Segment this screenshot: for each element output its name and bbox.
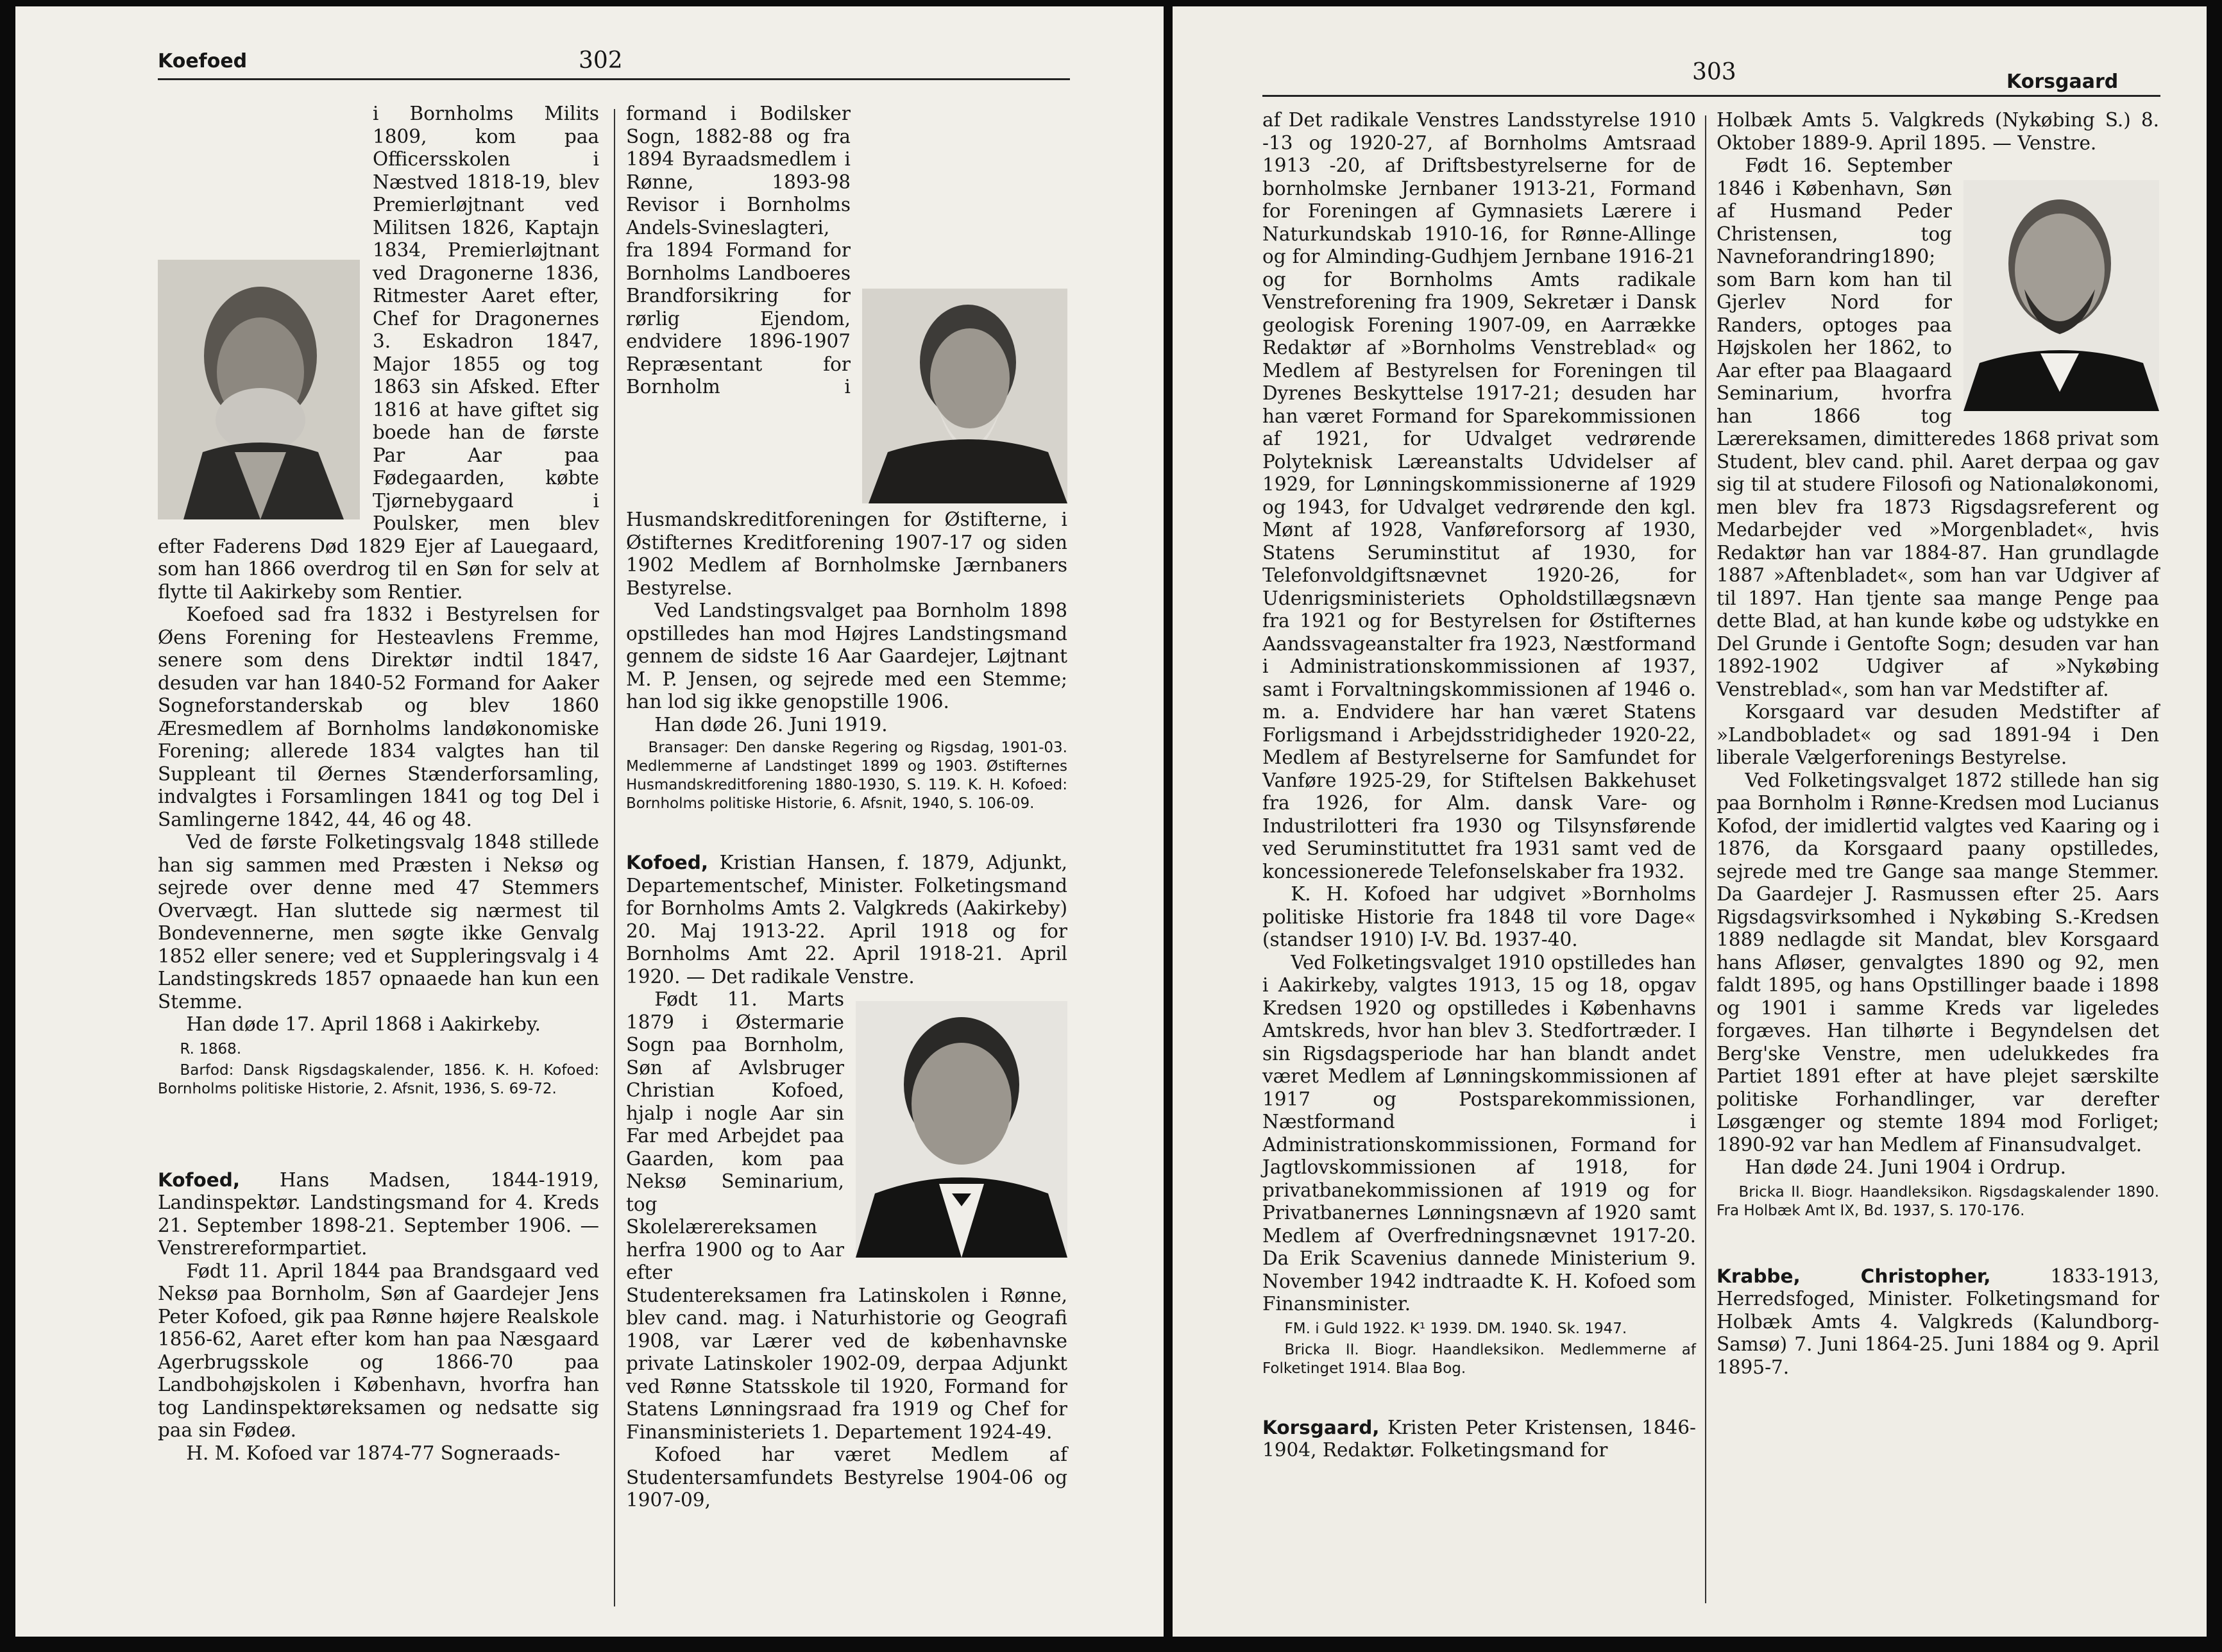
paragraph: af Det radikale Venstres Landsstyrelse 1910 -13 og 1920-27, af Bornholms Amtsraad 1913 -20, af Driftsbestyrelserne for de bornholmske Jernbaner 1913-21, Formand for Foreningen af Gymnasiets Lærere i Naturkundskab 1910-16, for Rønne-Allinge og for Alminding-Gudhjem Jernbane 1916-21 og for Bornholms Amts radikale Venstreforening fra 1909, Sekretær i Dansk geologisk Forening 1907-09, en Aarrække Redaktør af »Bornholms Venstreblad« og Medlem af Bestyrelsen for Foreningen til Dyrenes Beskyttelse 1917-21; desuden har han været Formand for Sparekommissionen af 1921, for Udvalget vedrørende Polyteknisk Læreanstalts Udvidelser af 1929, for Lønningskommissionerne af 1929 og 1943, for Udvalget vedrørende den kgl. Mønt af 1928, Vanføreforsorg af 1930, Statens Seruminstitut af 1930, for Telefonvoldgiftsnævnet 1920-26, for Udenrigsministeriets Opholdstillægsnævn fra 1921 og for Bestyrelsen for Østifternes Aandssvageanstalter fra 1923, Næstformand i Administrationskommissionen af 1937, samt i Forvaltningskommissionen af 1946 o. m. a. Endvidere har han været Statens Forligsmand i Arbejdsstridigheder 1920-22, Medlem af Bestyrelserne for Samfundet for Vanføre 1925-29, for Stiftelsen Bakkehuset fra 1926, for Alm. dansk Vare- og Industrilotteri fra 1930 og Tilsynsførende ved Seruminstituttet fra 1931 samt ved de koncessionerede Telefonselskaber fra 1932. — [1262, 109, 1696, 882]
death-note: Han døde 17. April 1868 i Aakirkeby. — [186, 1013, 541, 1035]
paragraph: Korsgaard var desuden Medstifter af »Landbobladet« og sad 1891-94 i Den liberale Vælgerforenings Bestyrelse. — [1717, 701, 2159, 768]
paragraph — [158, 103, 599, 603]
entry-name: Krabbe, Christopher, — [1717, 1265, 1991, 1287]
paragraph: Ved de første Folketingsvalg 1848 stillede han sig sammen med Præsten i Neksø og sejrede over denne med 47 Stemmers Overvægt. Han sluttede sig nærmest til Bondevennerne, men søgte ikke Genvalg 1852 eller senere; ved et Suppleringsvalg i 4 Landstingskreds 1857 opnaaede han kun een Stemme. — [158, 831, 599, 1013]
paragraph: H. M. Kofoed var 1874-77 Sogneraads- — [186, 1442, 561, 1464]
entry-head-text: Kristen Peter Kristensen, 1846-1904, Redaktør. Folketingsmand for — [1262, 1416, 1696, 1461]
left-page-column-2 — [626, 103, 1067, 1512]
portrait-photo-korsgaard — [1963, 180, 2159, 411]
portrait-photo-kristian-hansen-kofoed — [856, 1001, 1067, 1258]
entry-heading-korsgaard — [1262, 1417, 1696, 1462]
bibliography-note: Barfod: Dansk Rigsdagskalender, 1856. K. H. Kofoed: Bornholms politiske Historie, 2. Afsnit, 1936, S. 69-72. — [158, 1061, 599, 1097]
paragraph: Ved Folketingsvalget 1910 opstilledes han i Aakirkeby, valgtes 1913, 15 og 18, opgav Kredsen 1920 og opstilledes i Københavns Amtskreds, hvor han blev 3. Stedfortræder. I sin Rigsdagsperiode har han blandt andet været Medlem af Lønningskommissionen af 1917 og Postsparekommissionen, Næstformand i Administrationskommissionen, Formand for Jagtlovskommissionen af 1918, for privatbanekommissionen af 1919 og for Privatbanernes Lønningsnævn af 1920 samt Medlem af Overfredningsnævnet 1917-20. Da Erik Scavenius dannede Ministerium 9. November 1942 indtraadte K. H. Kofoed som Finansminister. — [1262, 951, 1696, 1315]
page-number-left: 302 — [579, 47, 623, 74]
bibliography-note: Bricka II. Biogr. Haandleksikon. Rigsdagskalender 1890. Fra Holbæk Amt IX, Bd. 1937, S. 170-176. — [1717, 1183, 2159, 1219]
paragraph: Ved Landstingsvalget paa Bornholm 1898 opstilledes han mod Højres Landstingsmand gennem de sidste 16 Aar Gaardejer, Løjtnant M. P. Jensen, og sejrede med een Stemme; han lod sig ikke genopstille 1906. — [626, 600, 1067, 712]
paragraph: Koefoed sad fra 1832 i Bestyrelsen for Øens Forening for Hesteavlens Fremme, senere som dens Direktør indtil 1847, desuden var han 1840-52 Formand for Aaker Sogneforstanderskab og blev 1860 Æresmedlem af Bornholms landøkonomiske Forening; allerede 1834 valgtes han til Suppleant til Øernes Stænderforsamling, indvalgtes i Forsamlingen 1841 og tog Del i Samlingerne 1842, 44, 46 og 48. — [158, 603, 599, 830]
entry-name: Korsgaard, — [1262, 1416, 1380, 1438]
column-divider-right — [1705, 115, 1706, 1603]
running-header-left: Koefoed — [158, 50, 248, 72]
bibliography-note: Bricka II. Biogr. Haandleksikon. Medlemmerne af Folketinget 1914. Blaa Bog. — [1262, 1341, 1696, 1377]
bibliography-note: Bransager: Den danske Regering og Rigsdag, 1901-03. Medlemmerne af Landstinget 1899 og 1903. Østifternes Husmandskreditforening 1880-1930, S. 119. K. H. Kofoed: Bornholms politiske Historie, 6. Afsnit, 1940, S. 106-09. — [626, 739, 1067, 812]
left-page-column-1 — [158, 103, 599, 1465]
entry-4-text: Født 16. September 1846 i København, Søn af Husmand Peder Christensen, tog Navneforandring1890; som Barn kom han til Gjerlev Nord for Randers, optoges paa Højskolen her 1862, to Aar efter paa Blaagaard Seminarium, hvorfra han 1866 tog Lærereksamen, dimitteredes 1868 privat som Student, blev cand. phil. Aaret derpaa og gav sig til at studere Filosofi og Nationaløkonomi, men blev fra 1873 Rigsdagsreferent og Medarbejder ved »Morgenbladet«, hvis Redaktør han var 1884-87. Han grundlagde 1887 »Aftenbladet«, som han var Udgiver af til 1897. Han tjente saa mange Penge paa dette Blad, at han kunde købe og udstykke en Del Grunde i Gentofte Sogn; desuden var han 1892-1902 Udgiver af »Nykøbing Venstreblad«, som han var Medstifter af. — [1717, 155, 2159, 700]
running-header-right: Korsgaard — [2006, 71, 2119, 93]
right-page — [1173, 6, 2207, 1637]
death-note: Han døde 24. Juni 1904 i Ordrup. — [1745, 1156, 2067, 1178]
header-rule-right — [1262, 95, 2160, 97]
entry-head-text: Kristian Hansen, f. 1879, Adjunkt, Departementschef, Minister. Folketingsmand for Bornholms Amts 2. Valgkreds (Aakirkeby) 20. Maj 1913-22. April 1918 og for Bornholms Amt 22. April 1918-21. April 1920. — Det radikale Venstre. — [626, 852, 1067, 988]
entry-2-text: formand i Bodilsker Sogn, 1882-88 og fra 1894 Byraadsmedlem i Rønne, 1893-98 Revisor i Bornholms Andels-Svineslagteri, fra 1894 Formand for Bornholms Landboeres Brandforsikring for rørlig Ejendom, endvidere 1896-1907 Repræsentant for Bornholm i Husmandskreditforeningen for Østifterne, i Østifternes Kreditforening 1907-17 og siden 1902 Medlem af Bornholmske Jærnbaners Bestyrelse. — [626, 103, 1067, 599]
paragraph: Holbæk Amts 5. Valgkreds (Nykøbing S.) 8. Oktober 1889-9. April 1895. — Venstre. — [1717, 109, 2159, 154]
decorations-note: R. 1868. — [180, 1040, 242, 1058]
paragraph — [626, 103, 1067, 600]
paragraph: Kofoed har været Medlem af Studentersamfundets Bestyrelse 1904-06 og 1907-09, — [626, 1444, 1067, 1511]
entry-1-text: i Bornholms Milits 1809, kom paa Officersskolen i Næstved 1818-19, blev Premierløjtnant ved Militsen 1826, Kaptajn 1834, Premierløjtnant ved Dragonerne 1836, Ritmester Aaret efter, Chef for Dragonernes 3. Eskadron 1847, Major 1855 og tog 1863 sin Afsked. Efter 1816 at have giftet sig boede han de første Par Aar paa Fødegaarden, købte Tjørnebygaard i Poulsker, men blev efter Faderens Død 1829 Ejer af Lauegaard, som han 1866 overdrog til en Søn for selv at flytte til Aakirkeby som Rentier. — [158, 103, 599, 603]
paragraph — [1717, 155, 2159, 701]
decorations-note: FM. i Guld 1922. K¹ 1939. DM. 1940. Sk. 1947. — [1284, 1320, 1627, 1337]
right-page-column-2 — [1717, 109, 2159, 1379]
entry-head-text: 1833-1913, Herredsfoged, Minister. Folketingsmand for Holbæk Amts 4. Valgkreds (Kalundborg-Samsø) 7. Juni 1864-25. Juni 1884 og 9. April 1895-7. — [1717, 1265, 2159, 1378]
death-note: Han døde 26. Juni 1919. — [654, 713, 888, 736]
column-divider-left — [614, 109, 615, 1606]
entry-name: Kofoed, — [158, 1168, 241, 1191]
left-page — [15, 6, 1164, 1637]
entry-3-text: Født 11. Marts 1879 i Østermarie Sogn paa Bornholm, Søn af Avlsbruger Christian Kofoed, hjalp i nogle Aar sin Far med Arbejdet paa Gaarden, kom paa Neksø Seminarium, tog Skolelærereksamen herfra 1900 og to Aar efter Studentereksamen fra Latinskolen i Rønne, blev cand. mag. i Naturhistorie og Geografi 1908, var Lærer ved de københavnske private Latinskoler 1902-09, derpaa Adjunkt ved Rønne Statsskole til 1920, Formand for Statens Lønningsraad fra 1919 og Chef for Finansministeriets 1. Departement 1924-49. — [626, 988, 1067, 1443]
entry-heading-kristian-hansen — [626, 852, 1067, 988]
portrait-photo-koefoed-officer — [158, 260, 360, 519]
entry-name: Kofoed, — [626, 852, 709, 873]
paragraph: Født 11. April 1844 paa Brandsgaard ved Neksø paa Bornholm, Søn af Gaardejer Jens Peter Kofoed, gik paa Rønne højere Realskole 1856-62, Aaret efter kom han paa Næsgaard Agerbrugsskole og 1866-70 paa Landbohøjskolen i København, hvorfra han tog Landinspektøreksamen og nedsatte sig paa sin Fødeø. — [158, 1260, 599, 1441]
page-number-right: 303 — [1692, 59, 1736, 85]
paragraph — [626, 988, 1067, 1444]
entry-head-text: Hans Madsen, 1844-1919, Landinspektør. Landstingsmand for 4. Kreds 21. September 1898-21. September 1906. — Venstrereformpartiet. — [158, 1168, 599, 1259]
right-page-column-1 — [1262, 109, 1696, 1462]
paragraph: K. H. Kofoed har udgivet »Bornholms politiske Historie fra 1848 til vore Dage« (standser 1910) I-V. Bd. 1937-40. — [1262, 883, 1696, 950]
paragraph: Ved Folketingsvalget 1872 stillede han sig paa Bornholm i Rønne-Kredsen mod Lucianus Kofod, der imidlertid valgtes ved Kaaring og i 1876, da Korsgaard paany opstilledes, sejrede med tre Gange saa mange Stemmer. Da Gaardejer J. Rasmussen efter 25. Aars Rigsdagsvirksomhed i Nykøbing S.-Kredsen 1889 nedlagde sit Mandat, blev Korsgaard hans Afløser, genvalgtes 1890 og 92, men faldt 1895, og hans Opstillinger baade i 1898 og 1901 i samme Kreds var ligeledes forgæves. Han tilhørte i Begyndelsen det Berg'ske Venstre, men udelukkedes fra Partiet 1891 efter at have plejet særskilte politiske Forhandlinger, var derefter Løsgænger og stemte 1894 mod Forliget; 1890-92 var han Medlem af Finansudvalget. — [1717, 769, 2159, 1156]
portrait-photo-hans-madsen-kofoed — [862, 289, 1067, 503]
header-rule-left — [158, 78, 1070, 80]
entry-heading-krabbe — [1717, 1265, 2159, 1379]
entry-heading-hans-madsen — [158, 1169, 599, 1260]
